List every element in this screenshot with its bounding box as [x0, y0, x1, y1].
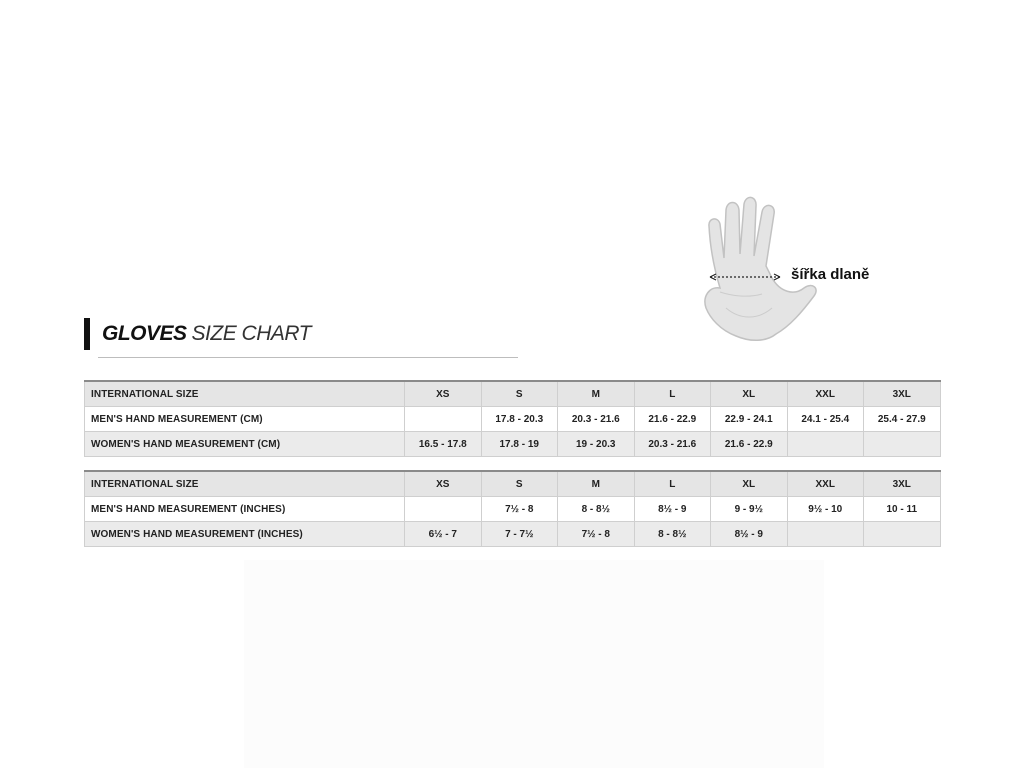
table-cell: 8 - 8½	[634, 522, 711, 547]
table-row	[85, 432, 941, 457]
table-cell	[864, 522, 941, 547]
table-header-row	[85, 381, 941, 407]
table-header-row	[85, 471, 941, 497]
table-cell: 7 - 7½	[481, 522, 558, 547]
title-strong: GLOVES	[102, 322, 187, 345]
background-panel	[244, 560, 824, 768]
table-cell: 20.3 - 21.6	[634, 432, 711, 457]
table-cell: 10 - 11	[864, 497, 941, 522]
table-cell: 6½ - 7	[405, 522, 482, 547]
size-header-cell: M	[558, 471, 635, 497]
table-cell: 20.3 - 21.6	[558, 407, 635, 432]
size-header-cell: 3XL	[864, 471, 941, 497]
table-row-label: WOMEN'S HAND MEASUREMENT (INCHES)	[85, 522, 405, 547]
table-cell: 9 - 9½	[711, 497, 788, 522]
table-cell	[864, 432, 941, 457]
size-header-cell: XXL	[787, 381, 864, 407]
table-cell: 9½ - 10	[787, 497, 864, 522]
chart-heading	[84, 318, 311, 350]
table-cell	[787, 432, 864, 457]
table-cell: 16.5 - 17.8	[405, 432, 482, 457]
title-divider	[98, 357, 518, 358]
table-cell: 21.6 - 22.9	[634, 407, 711, 432]
table-row	[85, 407, 941, 432]
size-table-cm	[84, 380, 941, 457]
table-row	[85, 497, 941, 522]
table-cell: 25.4 - 27.9	[864, 407, 941, 432]
size-header-cell: M	[558, 381, 635, 407]
size-header-cell: L	[634, 471, 711, 497]
table-cell: 21.6 - 22.9	[711, 432, 788, 457]
size-header-cell: S	[481, 471, 558, 497]
size-header-cell: XL	[711, 471, 788, 497]
size-header-cell: S	[481, 381, 558, 407]
table-cell: 19 - 20.3	[558, 432, 635, 457]
size-header-cell: 3XL	[864, 381, 941, 407]
table-cell: 8½ - 9	[711, 522, 788, 547]
table-cell: 7½ - 8	[481, 497, 558, 522]
table-cell: 7½ - 8	[558, 522, 635, 547]
table-cell	[405, 497, 482, 522]
size-header-cell: XL	[711, 381, 788, 407]
table-cell: 24.1 - 25.4	[787, 407, 864, 432]
size-header-cell: L	[634, 381, 711, 407]
size-table-inches	[84, 470, 941, 547]
page-title	[102, 322, 311, 346]
table-row-label: MEN'S HAND MEASUREMENT (INCHES)	[85, 497, 405, 522]
size-header-cell: XXL	[787, 471, 864, 497]
table-row	[85, 522, 941, 547]
title-accent-bar	[84, 318, 90, 350]
table-cell: 17.8 - 20.3	[481, 407, 558, 432]
table-cell: 17.8 - 19	[481, 432, 558, 457]
table-row-label: MEN'S HAND MEASUREMENT (CM)	[85, 407, 405, 432]
table-row-label: WOMEN'S HAND MEASUREMENT (CM)	[85, 432, 405, 457]
table-cell: 8½ - 9	[634, 497, 711, 522]
table-cell	[787, 522, 864, 547]
table-row-label: INTERNATIONAL SIZE	[85, 381, 405, 407]
table-cell	[405, 407, 482, 432]
size-header-cell: XS	[405, 471, 482, 497]
table-cell: 8 - 8½	[558, 497, 635, 522]
table-cell: 22.9 - 24.1	[711, 407, 788, 432]
title-light: SIZE CHART	[191, 322, 311, 345]
size-header-cell: XS	[405, 381, 482, 407]
palm-width-label: šířka dlaně	[791, 266, 870, 283]
table-row-label: INTERNATIONAL SIZE	[85, 471, 405, 497]
